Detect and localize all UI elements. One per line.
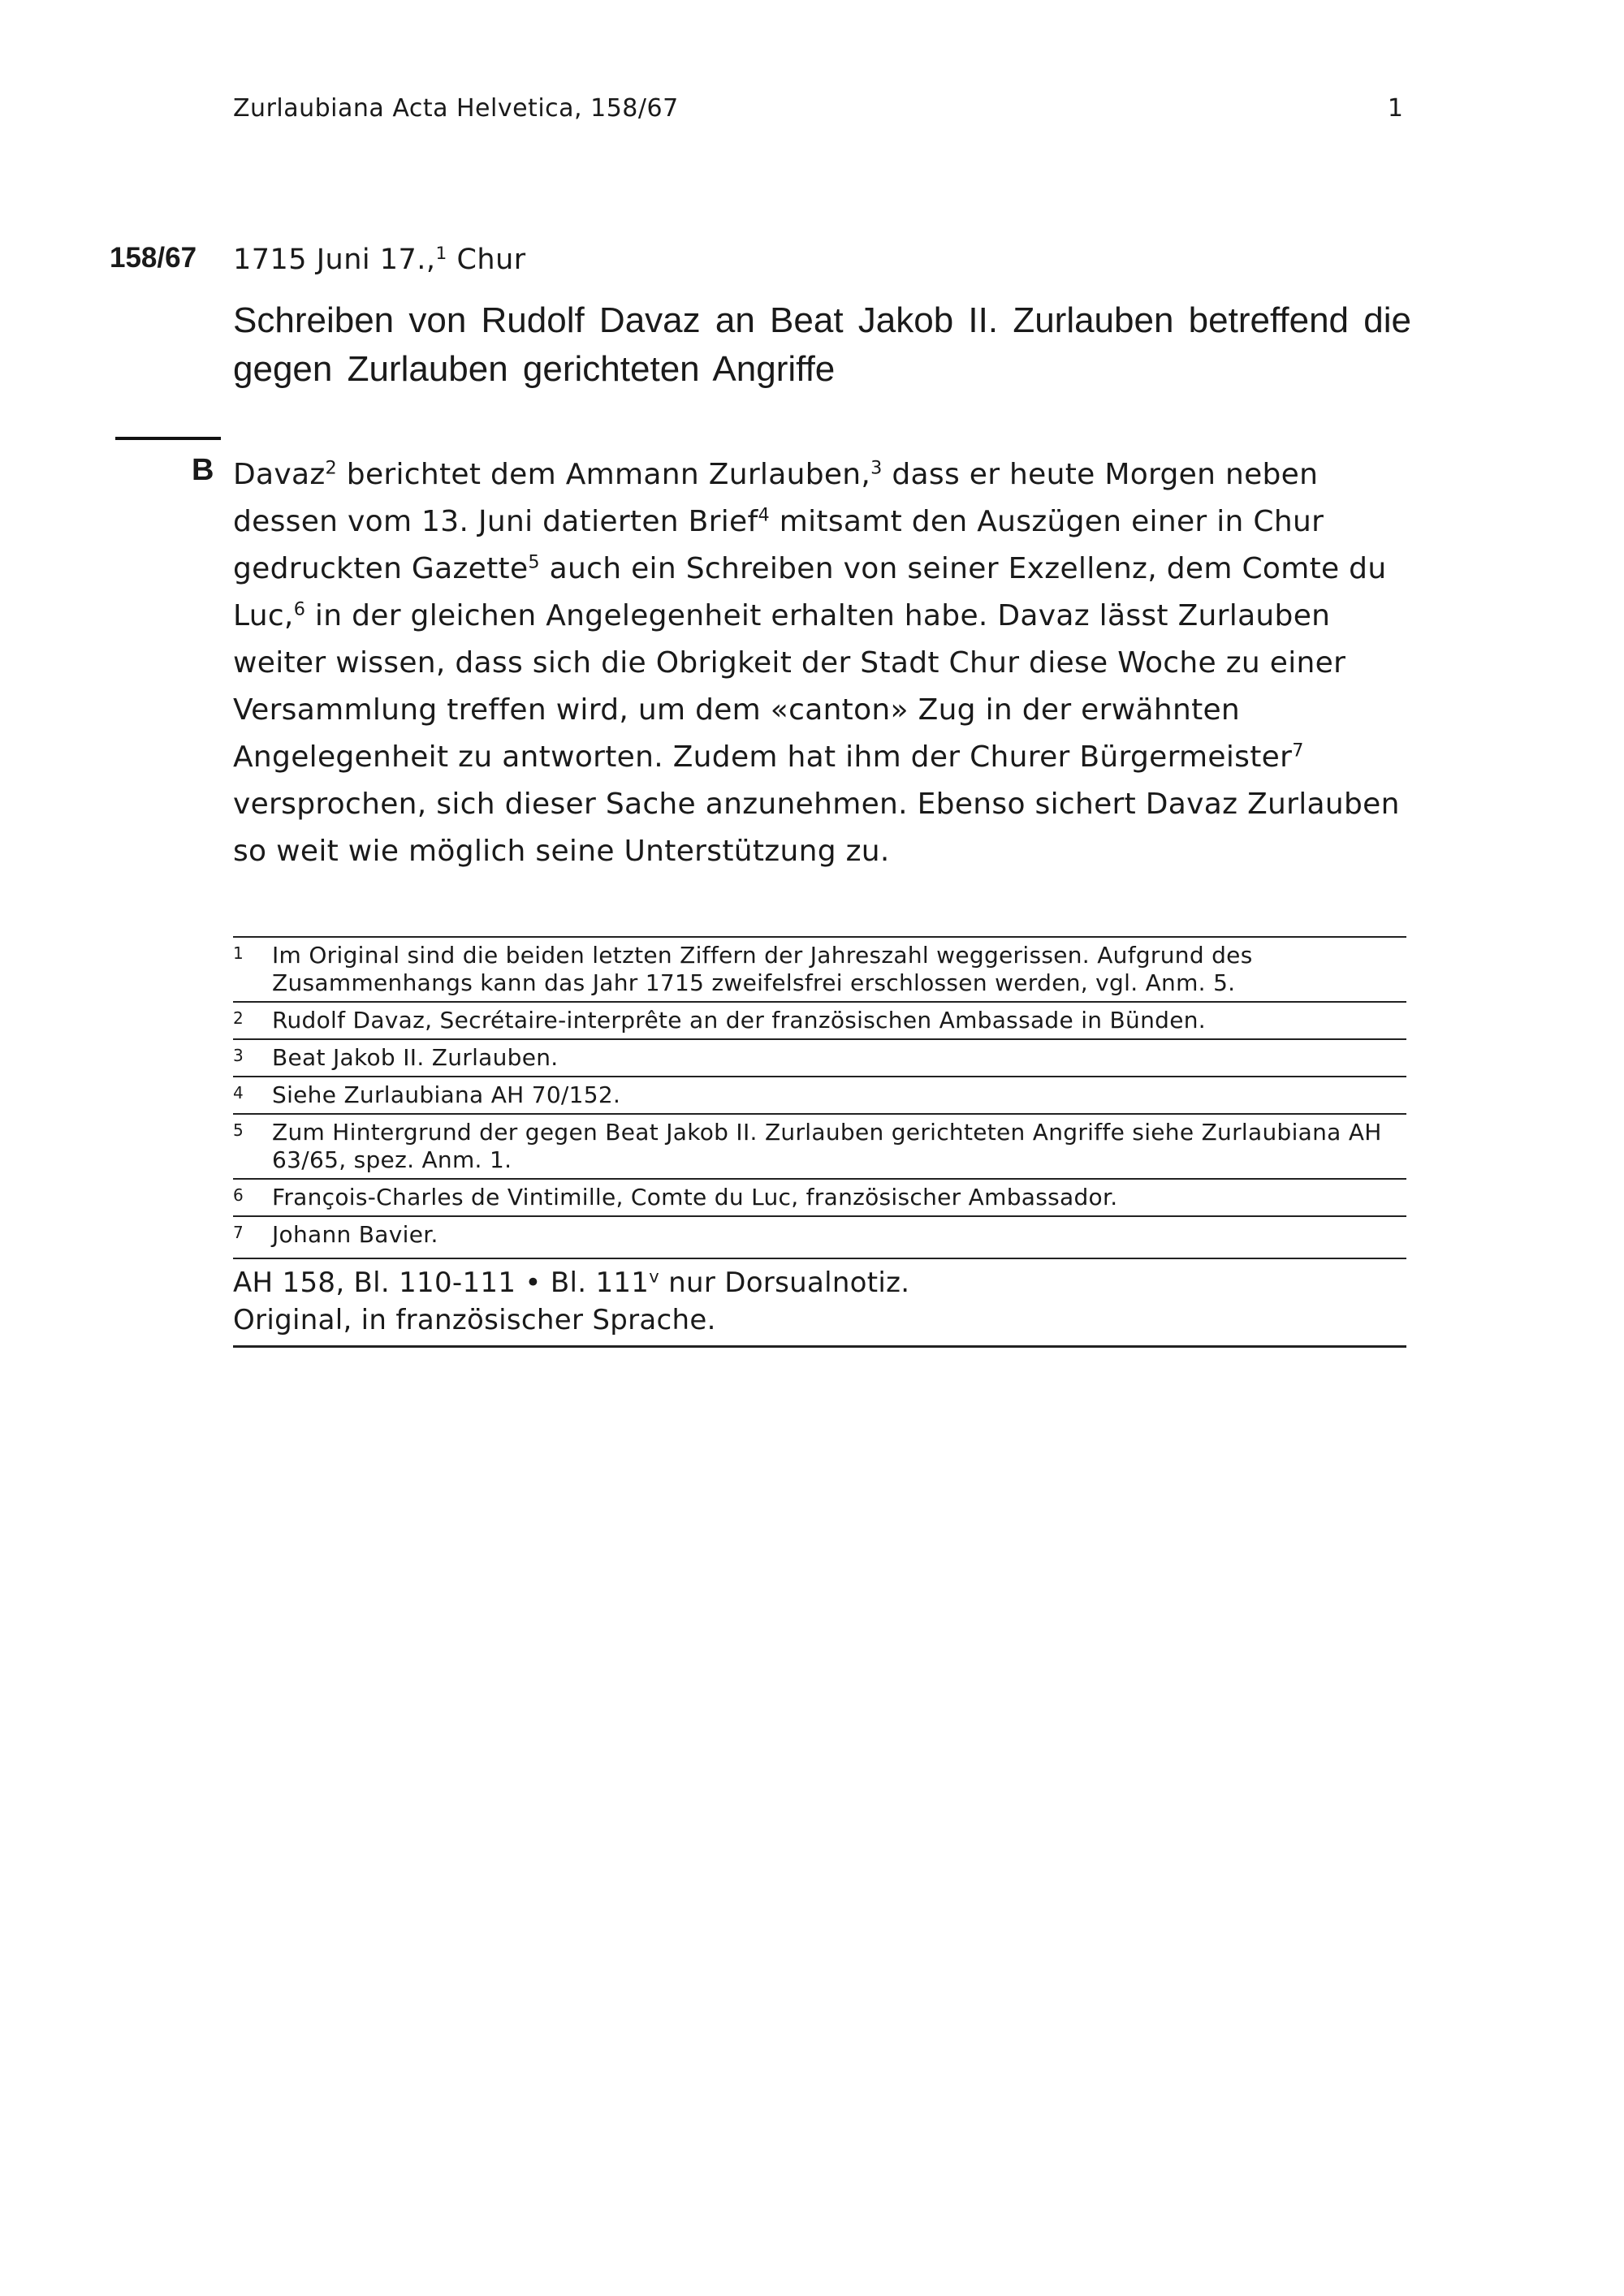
place-text: Chur — [447, 244, 526, 276]
footnotes — [233, 936, 1406, 1348]
footnote — [233, 1215, 1406, 1253]
footnote — [233, 1038, 1406, 1076]
date-note-ref: 1 — [435, 244, 447, 265]
footnote-number: 5 — [233, 1120, 244, 1140]
page-number: 1 — [1387, 94, 1403, 123]
footnote-ref: 7 — [1292, 740, 1304, 762]
regest-text: Davaz — [233, 458, 326, 491]
regest-text: in der gleichen Angelegenheit erhalten habe. Davaz lässt Zurlauben weiter wissen, dass sich die Obrigkeit der Stadt Chur diese Woche zu einer Versammlung treffen wird, um dem «canton» Zug in der erwähnten Angelegenheit zu antworten. Zudem hat ihm der Churer Bürgermeister — [233, 599, 1346, 774]
footnote-number: 2 — [233, 1008, 244, 1028]
document-number — [110, 242, 197, 274]
source-block — [233, 1258, 1406, 1348]
regest-paragraph — [233, 451, 1410, 875]
regest-text: mitsamt den Auszügen einer in Chur gedruckten Gazette — [233, 505, 1324, 585]
footnote-ref: 5 — [528, 551, 540, 573]
footnote-text: Im Original sind die beiden letzten Ziffern der Jahreszahl weggerissen. Aufgrund des Zusammenhangs kann das Jahr 1715 zweifelsfrei erschlossen werden, vgl. Anm. 5. — [272, 942, 1253, 996]
document-number-sub: /67 — [157, 242, 197, 274]
footnote-ref: 4 — [758, 504, 770, 526]
footnote — [233, 1178, 1406, 1215]
document-number-main: 158 — [110, 242, 158, 274]
footnote-text: Johann Bavier. — [272, 1221, 438, 1248]
footnote-number: 1 — [233, 943, 244, 963]
section-marker-label: B — [192, 453, 214, 487]
source-text: nur Dorsualnotiz. — [659, 1267, 910, 1299]
footnote — [233, 936, 1406, 1001]
running-title: Zurlaubiana Acta Helvetica, 158/67 — [233, 94, 679, 123]
footnote-number: 4 — [233, 1083, 244, 1103]
date-line — [233, 244, 526, 276]
regest-text: versprochen, sich dieser Sache anzunehmen. Ebenso sichert Davaz Zurlauben so weit wie möglich seine Unterstützung zu. — [233, 788, 1400, 868]
footnote-ref: 3 — [870, 457, 883, 479]
source-line: Original, in französischer Sprache. — [233, 1304, 716, 1336]
document-title: Schreiben von Rudolf Davaz an Beat Jakob II. Zurlauben betreffend die gegen Zurlauben gerichteten Angriffe — [233, 300, 1411, 389]
footnote-number: 7 — [233, 1223, 244, 1242]
footnote-number: 6 — [233, 1185, 244, 1205]
footnote-ref: 2 — [325, 457, 338, 479]
section-marker-rule — [115, 437, 221, 440]
footnote — [233, 1113, 1406, 1178]
regest-text: dass er heute Morgen neben dessen vom 13. Juni datierten Brief — [233, 458, 1319, 538]
regest-text: berichtet dem Ammann Zurlauben, — [337, 458, 871, 491]
footnote-text: Rudolf Davaz, Secrétaire-interprête an der französischen Ambassade in Bünden. — [272, 1007, 1206, 1034]
footnote-ref: 6 — [293, 598, 306, 620]
footnote-text: Siehe Zurlaubiana AH 70/152. — [272, 1081, 621, 1108]
footnote-number: 3 — [233, 1046, 244, 1065]
regest-text: auch ein Schreiben von seiner Exzellenz, dem Comte du Luc, — [233, 552, 1387, 632]
source-verso-mark: v — [649, 1266, 660, 1287]
footnote-text: Zum Hintergrund der gegen Beat Jakob II. Zurlauben gerichteten Angriffe siehe Zurlaubiana AH 63/65, spez. Anm. 1. — [272, 1119, 1382, 1173]
source-text: AH 158, Bl. 110-111 • Bl. 111 — [233, 1267, 650, 1299]
source-line — [233, 1264, 1406, 1301]
footnote — [233, 1076, 1406, 1113]
date-text: 1715 Juni 17., — [233, 244, 436, 276]
footnote-text: François-Charles de Vintimille, Comte du Luc, französischer Ambassador. — [272, 1184, 1118, 1211]
footnote-text: Beat Jakob II. Zurlauben. — [272, 1044, 559, 1071]
footnote — [233, 1001, 1406, 1038]
